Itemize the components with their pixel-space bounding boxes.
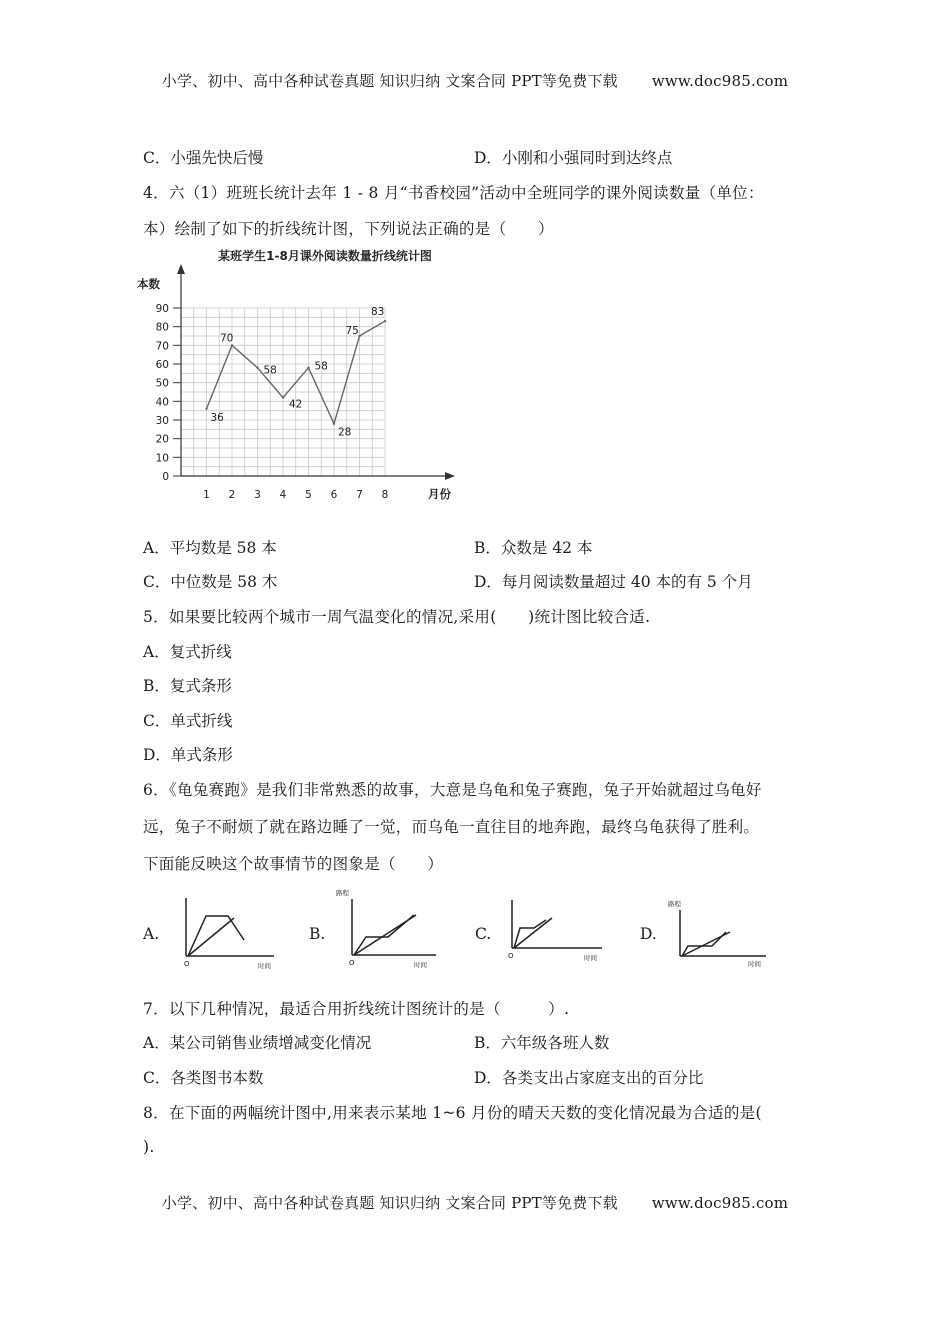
- y-tick-label: 50: [155, 377, 169, 390]
- q6-stem-line2: 远，兔子不耐烦了就在路边睡了一觉，而乌龟一直往目的地奔跑，最终乌龟获得了胜利。: [143, 818, 760, 836]
- q6-graph-a-origin: O: [184, 960, 190, 968]
- footer-url: www.doc985.com: [651, 1194, 789, 1212]
- page-footer: [0, 1192, 950, 1213]
- q5-option-a: A．复式折线: [143, 643, 232, 661]
- x-tick-label: 2: [228, 489, 236, 501]
- q6-graph-d-ylabel: 路程: [668, 900, 681, 908]
- q6-graph-c-xlabel: 时间: [584, 954, 597, 962]
- q6-graph-a-xlabel: 时间: [258, 962, 271, 970]
- page-header: [0, 70, 950, 91]
- q6-graph-b-origin: O: [349, 959, 355, 967]
- x-axis-arrow: [445, 472, 455, 480]
- q5-option-b: B．复式条形: [143, 677, 232, 695]
- q6-graph-d: [664, 890, 774, 970]
- data-point: [282, 396, 284, 398]
- q4-option-d: D．每月阅读数量超过 40 本的有 5 个月: [474, 573, 753, 591]
- y-tick-label: 80: [155, 321, 169, 334]
- y-tick-label: 40: [155, 396, 169, 409]
- chart-title: 某班学生1-8月课外阅读数量折线统计图: [218, 249, 432, 263]
- q6-graph-b: [332, 885, 442, 970]
- y-tick-label: 0: [162, 471, 169, 483]
- x-tick-label: 5: [305, 489, 312, 501]
- data-label: 28: [338, 426, 352, 439]
- data-point: [307, 367, 309, 369]
- data-label: 58: [263, 364, 277, 377]
- y-tick-label: 90: [155, 303, 169, 315]
- x-tick-label: 3: [254, 489, 261, 501]
- q6-graph-b-xlabel: 时间: [414, 961, 427, 969]
- data-point: [384, 320, 386, 322]
- data-label: 36: [210, 411, 224, 424]
- chart-ylabel: 本数: [137, 277, 160, 291]
- q8-stem-line2: ).: [143, 1138, 155, 1156]
- q6-graph-c-origin: O: [508, 952, 514, 960]
- q3-option-c: C．小强先快后慢: [143, 149, 264, 167]
- y-tick-label: 30: [155, 415, 169, 427]
- data-point: [333, 423, 335, 425]
- chart-xlabel: 月份: [428, 487, 451, 501]
- q6-graph-a: [172, 890, 282, 970]
- y-tick-label: 10: [155, 452, 169, 465]
- q6-stem-line3: 下面能反映这个故事情节的图象是（ ）: [143, 855, 444, 873]
- q4-stem-line2: 本）绘制了如下的折线统计图，下列说法正确的是（ ）: [143, 220, 554, 238]
- q6-label-d: D.: [640, 925, 657, 943]
- data-label: 58: [314, 360, 328, 373]
- q4-stem-line1: 4．六（1）班班长统计去年 1 - 8 月“书香校园”活动中全班同学的课外阅读数量（单位：: [143, 184, 764, 202]
- y-tick-label: 70: [155, 340, 169, 353]
- reading-line-chart: [135, 244, 465, 506]
- y-tick-label: 20: [155, 433, 169, 446]
- q5-option-c: C．单式折线: [143, 712, 233, 730]
- q4-option-a: A．平均数是 58 本: [143, 539, 277, 557]
- q6-label-b: B.: [309, 925, 326, 943]
- data-label: 83: [371, 306, 385, 319]
- x-tick-label: 6: [330, 489, 338, 501]
- y-tick-label: 60: [155, 359, 169, 371]
- data-point: [231, 344, 233, 346]
- q7-option-b: B．六年级各班人数: [474, 1034, 610, 1052]
- header-text: 小学、初中、高中各种试卷真题 知识归纳 文案合同 PPT等免费下载: [161, 72, 618, 90]
- data-label: 42: [289, 398, 303, 411]
- q6-label-a: A.: [143, 925, 160, 943]
- q5-option-d: D．单式条形: [143, 746, 233, 764]
- data-point: [256, 367, 258, 369]
- q7-option-d: D．各类支出占家庭支出的百分比: [474, 1069, 704, 1087]
- q6-stem-line1: 6．《龟兔赛跑》是我们非常熟悉的故事，大意是乌龟和兔子赛跑，兔子开始就超过乌龟好: [143, 781, 762, 799]
- q7-option-a: A．某公司销售业绩增减变化情况: [143, 1034, 372, 1052]
- q3-option-d: D．小刚和小强同时到达终点: [474, 149, 673, 167]
- q5-stem: 5．如果要比较两个城市一周气温变化的情况,采用( )统计图比较合适.: [143, 608, 651, 626]
- data-label: 70: [220, 332, 234, 345]
- q6-graph-d-xlabel: 时间: [748, 960, 761, 968]
- q6-label-c: C.: [475, 925, 492, 943]
- q6-graph-c: [498, 890, 608, 970]
- footer-text: 小学、初中、高中各种试卷真题 知识归纳 文案合同 PPT等免费下载: [161, 1194, 618, 1212]
- header-url: www.doc985.com: [651, 72, 789, 90]
- x-tick-label: 4: [279, 489, 287, 501]
- x-tick-label: 7: [356, 489, 363, 501]
- x-tick-label: 1: [203, 489, 210, 501]
- q4-option-b: B．众数是 42 本: [474, 539, 593, 557]
- data-label: 75: [345, 325, 359, 337]
- data-point: [205, 408, 207, 410]
- q4-option-c: C．中位数是 58 木: [143, 573, 278, 591]
- q7-stem: 7．以下几种情况，最适合用折线统计图统计的是（ ）.: [143, 1000, 570, 1018]
- x-tick-label: 8: [381, 489, 389, 501]
- q8-stem-line1: 8．在下面的两幅统计图中,用来表示某地 1~6 月份的晴天天数的变化情况最为合适的是(: [143, 1104, 762, 1122]
- q6-graph-b-ylabel: 路程: [336, 889, 349, 897]
- q7-option-c: C．各类图书本数: [143, 1069, 264, 1087]
- y-axis-arrow: [177, 264, 185, 274]
